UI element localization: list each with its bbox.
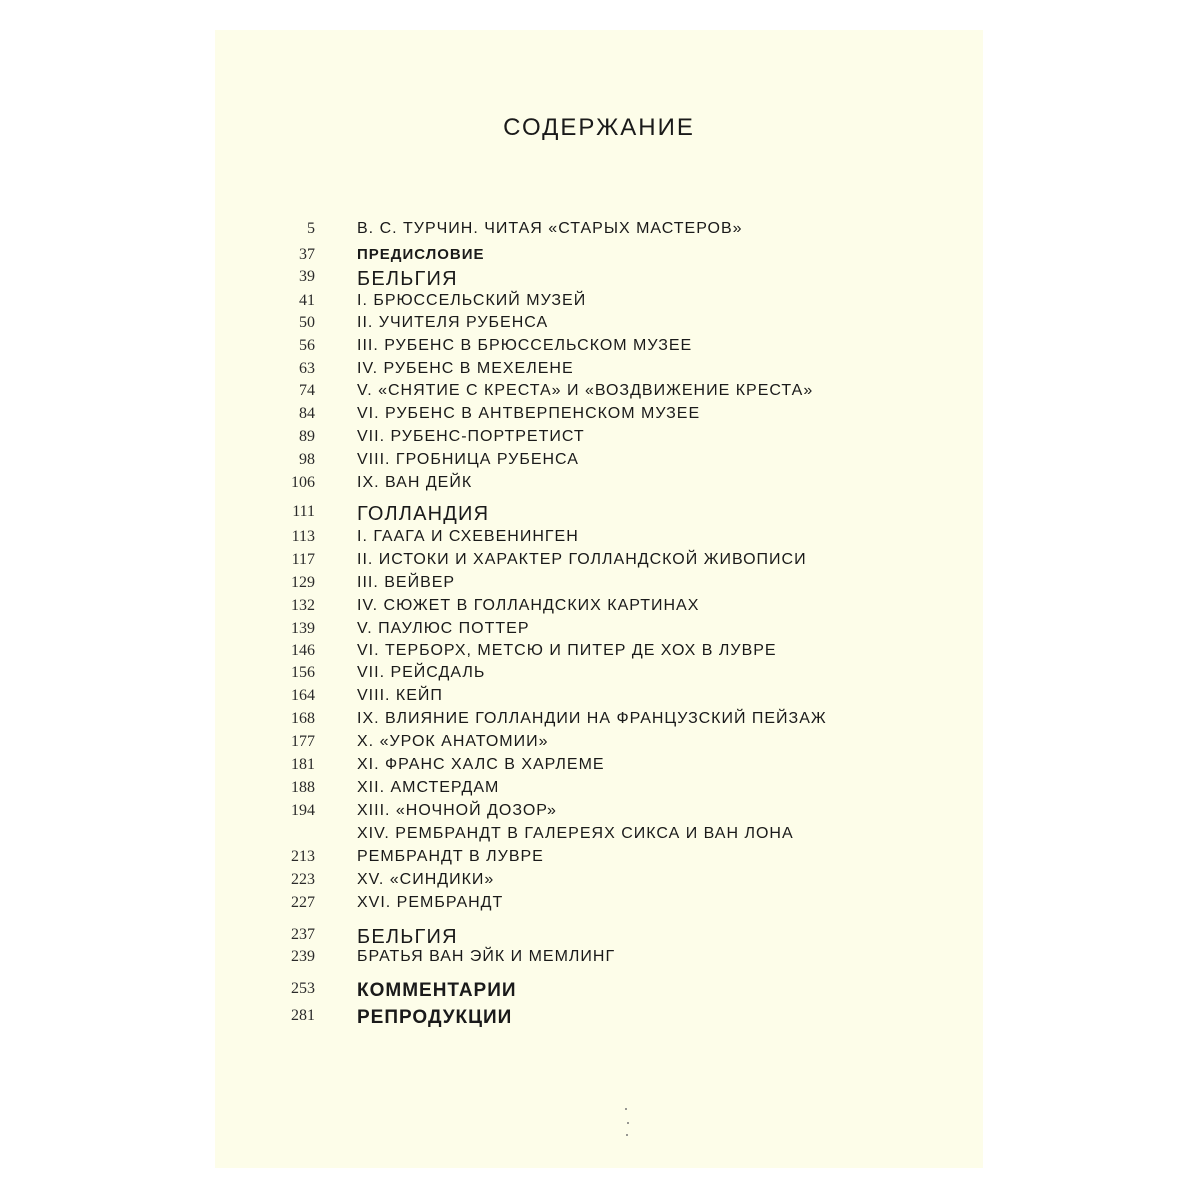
print-speck bbox=[626, 1134, 628, 1136]
toc-entry-title: I. БРЮССЕЛЬСКИЙ МУЗЕЙ bbox=[357, 292, 587, 309]
toc-page-number: 89 bbox=[299, 428, 315, 445]
toc-page-number: 239 bbox=[291, 948, 315, 965]
toc-page-number: 117 bbox=[291, 551, 315, 568]
toc-entry-title: XV. «СИНДИКИ» bbox=[357, 871, 495, 888]
toc-page-number: 253 bbox=[291, 980, 315, 997]
toc-entry-title: БЕЛЬГИЯ bbox=[357, 268, 458, 290]
toc-page-number: 63 bbox=[299, 360, 315, 377]
toc-page-number: 113 bbox=[291, 528, 315, 545]
toc-page-number: 41 bbox=[299, 292, 315, 309]
toc-entry-title: VI. РУБЕНС В АНТВЕРПЕНСКОМ МУЗЕЕ bbox=[357, 405, 701, 422]
toc-entry-title: VIII. ГРОБНИЦА РУБЕНСА bbox=[357, 451, 579, 468]
toc-entry-title: VII. РУБЕНС-ПОРТРЕТИСТ bbox=[357, 428, 585, 445]
toc-entry-title: V. «СНЯТИЕ С КРЕСТА» И «ВОЗДВИЖЕНИЕ КРЕСТА» bbox=[357, 382, 814, 399]
toc-page-number: 37 bbox=[299, 246, 315, 263]
toc-entry-title: БЕЛЬГИЯ bbox=[357, 926, 458, 948]
toc-page-number: 194 bbox=[291, 802, 315, 819]
toc-page-number: 168 bbox=[291, 710, 315, 727]
toc-entry-title: XIII. «НОЧНОЙ ДОЗОР» bbox=[357, 802, 557, 819]
toc-page-number: 56 bbox=[299, 337, 315, 354]
toc-page-number: 74 bbox=[299, 382, 315, 399]
toc-entry-title: V. ПАУЛЮС ПОТТЕР bbox=[357, 620, 530, 637]
toc-entry-title: VI. ТЕРБОРХ, МЕТСЮ И ПИТЕР ДЕ ХОХ В ЛУВРЕ bbox=[357, 642, 777, 659]
toc-entry-title: БРАТЬЯ ВАН ЭЙК И МЕМЛИНГ bbox=[357, 948, 616, 965]
book-page bbox=[215, 30, 983, 1168]
toc-page-number: 223 bbox=[291, 871, 315, 888]
toc-entry-title: VIII. КЕЙП bbox=[357, 687, 443, 704]
toc-entry-title: XII. АМСТЕРДАМ bbox=[357, 779, 500, 796]
toc-page-number: 106 bbox=[291, 474, 315, 491]
toc-entry-title: VII. РЕЙСДАЛЬ bbox=[357, 664, 486, 681]
toc-page-number: 132 bbox=[291, 597, 315, 614]
toc-page-number: 227 bbox=[291, 894, 315, 911]
toc-entry-title: РЕПРОДУКЦИИ bbox=[357, 1007, 513, 1028]
toc-entry-title: III. РУБЕНС В БРЮССЕЛЬСКОМ МУЗЕЕ bbox=[357, 337, 693, 354]
toc-page-number: 146 bbox=[291, 642, 315, 659]
toc-entry-title: X. «УРОК АНАТОМИИ» bbox=[357, 733, 549, 750]
toc-entry-title: II. ИСТОКИ И ХАРАКТЕР ГОЛЛАНДСКОЙ ЖИВОПИСИ bbox=[357, 551, 807, 568]
toc-page-number: 98 bbox=[299, 451, 315, 468]
print-speck bbox=[625, 1108, 627, 1110]
toc-entry-title: IV. РУБЕНС В МЕХЕЛЕНЕ bbox=[357, 360, 574, 377]
toc-page-number: 177 bbox=[291, 733, 315, 750]
toc-entry-title: IX. ВАН ДЕЙК bbox=[357, 474, 473, 491]
page-title: СОДЕРЖАНИЕ bbox=[503, 114, 695, 141]
toc-entry-title: IV. СЮЖЕТ В ГОЛЛАНДСКИХ КАРТИНАХ bbox=[357, 597, 700, 614]
toc-page-number: 111 bbox=[292, 503, 315, 520]
toc-entry-title: XIV. РЕМБРАНДТ В ГАЛЕРЕЯХ СИКСА И ВАН ЛОНА bbox=[357, 825, 794, 842]
toc-page-number: 156 bbox=[291, 664, 315, 681]
toc-page-number: 188 bbox=[291, 779, 315, 796]
toc-page-number: 39 bbox=[299, 268, 315, 285]
toc-page-number: 213 bbox=[291, 848, 315, 865]
toc-entry-title: ПРЕДИСЛОВИЕ bbox=[357, 246, 485, 263]
toc-entry-title: II. УЧИТЕЛЯ РУБЕНСА bbox=[357, 314, 549, 331]
toc-page-number: 129 bbox=[291, 574, 315, 591]
toc-entry-title: РЕМБРАНДТ В ЛУВРЕ bbox=[357, 848, 544, 865]
toc-entry-title: ГОЛЛАНДИЯ bbox=[357, 503, 490, 525]
toc-page-number: 84 bbox=[299, 405, 315, 422]
toc-entry-title: IX. ВЛИЯНИЕ ГОЛЛАНДИИ НА ФРАНЦУЗСКИЙ ПЕЙЗАЖ bbox=[357, 710, 827, 727]
toc-entry-title: В. С. ТУРЧИН. ЧИТАЯ «СТАРЫХ МАСТЕРОВ» bbox=[357, 220, 743, 237]
toc-page-number: 164 bbox=[291, 687, 315, 704]
print-speck bbox=[627, 1122, 629, 1124]
toc-page-number: 139 bbox=[291, 620, 315, 637]
toc-page-number: 5 bbox=[307, 220, 315, 237]
toc-page-number: 50 bbox=[299, 314, 315, 331]
toc-entry-title: XI. ФРАНС ХАЛС В ХАРЛЕМЕ bbox=[357, 756, 605, 773]
toc-page-number: 181 bbox=[291, 756, 315, 773]
toc-entry-title: КОММЕНТАРИИ bbox=[357, 980, 517, 1001]
toc-entry-title: III. ВЕЙВЕР bbox=[357, 574, 456, 591]
toc-page-number: 237 bbox=[291, 926, 315, 943]
toc-page-number: 281 bbox=[291, 1007, 315, 1024]
toc-entry-title: XVI. РЕМБРАНДТ bbox=[357, 894, 504, 911]
toc-entry-title: I. ГААГА И СХЕВЕНИНГЕН bbox=[357, 528, 579, 545]
